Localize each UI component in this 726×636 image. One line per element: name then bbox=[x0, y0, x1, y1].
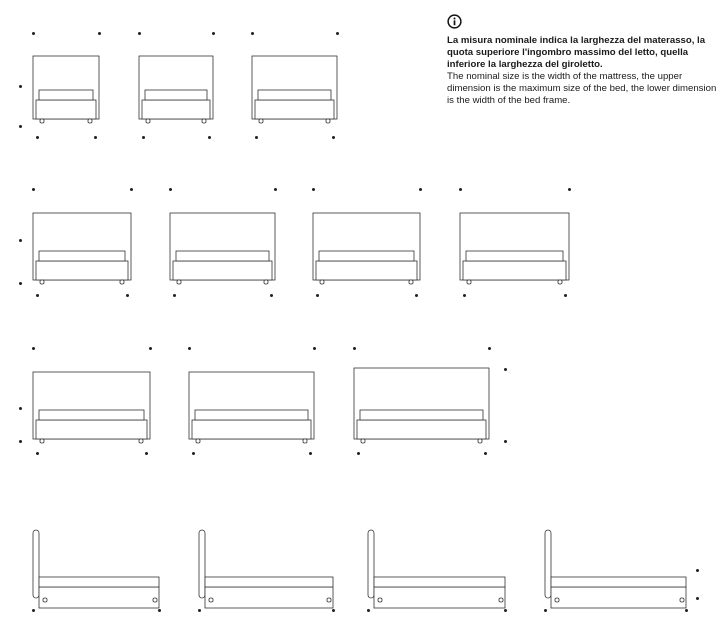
mattress-cushion bbox=[39, 410, 144, 420]
dimension-dot bbox=[309, 452, 312, 455]
dimension-dot bbox=[130, 188, 133, 191]
bed-120-drawing bbox=[252, 56, 337, 123]
dimension-dot bbox=[19, 407, 22, 410]
bed-wheel bbox=[139, 439, 143, 443]
bed-wheel bbox=[361, 439, 365, 443]
mattress-cushion bbox=[205, 577, 333, 587]
bed-q-drawing bbox=[313, 213, 420, 284]
bed-base bbox=[357, 420, 486, 439]
dimension-dot bbox=[463, 294, 466, 297]
bed-170-drawing bbox=[33, 372, 150, 443]
bed-140-drawing bbox=[33, 213, 131, 284]
dimension-dot bbox=[19, 125, 22, 128]
mattress-cushion bbox=[360, 410, 483, 420]
dimension-dot bbox=[696, 597, 699, 600]
bed-base bbox=[255, 100, 334, 119]
dimension-dot bbox=[415, 294, 418, 297]
dimension-dot bbox=[353, 347, 356, 350]
bed-wheel bbox=[209, 598, 213, 602]
dimension-dot bbox=[419, 188, 422, 191]
bed-wheel bbox=[467, 280, 471, 284]
dimension-dot bbox=[19, 440, 22, 443]
dimension-dot bbox=[36, 136, 39, 139]
bed-200-drawing bbox=[199, 530, 333, 608]
bed-base bbox=[205, 587, 333, 608]
bed-base bbox=[463, 261, 566, 280]
bed-wheel bbox=[378, 598, 382, 602]
dimension-dot bbox=[19, 85, 22, 88]
bed-base bbox=[374, 587, 505, 608]
info-text-english: The nominal size is the width of the mattress, the upper dimension is the maximum size of the bed, the lower dimension is the width of the bed frame. bbox=[447, 71, 717, 106]
dimension-dot bbox=[312, 188, 315, 191]
bed-wheel bbox=[40, 439, 44, 443]
headboard-side bbox=[545, 530, 551, 598]
bed-210-drawing bbox=[545, 530, 686, 608]
dimension-dot bbox=[367, 609, 370, 612]
dimension-dot bbox=[251, 32, 254, 35]
bed-wheel bbox=[120, 280, 124, 284]
mattress-cushion bbox=[39, 577, 159, 587]
info-icon bbox=[447, 14, 462, 29]
headboard-side bbox=[33, 530, 39, 598]
bed-qk-drawing bbox=[368, 530, 505, 608]
bed-wheel bbox=[264, 280, 268, 284]
bed-base bbox=[551, 587, 686, 608]
mattress-cushion bbox=[145, 90, 207, 100]
dimension-dot bbox=[94, 136, 97, 139]
bed-wheel bbox=[499, 598, 503, 602]
bed-wheel bbox=[259, 119, 263, 123]
bed-160-drawing bbox=[460, 213, 569, 284]
bed-wheel bbox=[478, 439, 482, 443]
bed-wheel bbox=[558, 280, 562, 284]
mattress-cushion bbox=[195, 410, 308, 420]
dimension-dot bbox=[332, 609, 335, 612]
dimension-dot bbox=[255, 136, 258, 139]
bed-180-drawing bbox=[189, 372, 314, 443]
dimension-dot bbox=[504, 440, 507, 443]
dimension-dot bbox=[208, 136, 211, 139]
bed-base bbox=[39, 587, 159, 608]
headboard-side bbox=[368, 530, 374, 598]
bed-t-drawing bbox=[139, 56, 213, 123]
bed-wheel bbox=[153, 598, 157, 602]
bed-150-drawing bbox=[170, 213, 275, 284]
mattress-cushion bbox=[176, 251, 269, 261]
dimension-dot bbox=[32, 347, 35, 350]
bed-wheel bbox=[303, 439, 307, 443]
dimension-dot bbox=[332, 136, 335, 139]
dimension-dot bbox=[192, 452, 195, 455]
info-text-italian: La misura nominale indica la larghezza del materasso, la quota superiore l'ingombro massimo del letto, quella inferiore la larghezza del giroletto. bbox=[447, 35, 706, 70]
dimension-dot bbox=[274, 188, 277, 191]
dimension-dot bbox=[568, 188, 571, 191]
dimension-dot bbox=[173, 294, 176, 297]
dimension-dot bbox=[126, 294, 129, 297]
bed-wheel bbox=[88, 119, 92, 123]
bed-wheel bbox=[146, 119, 150, 123]
dimension-dot bbox=[488, 347, 491, 350]
bed-90-drawing bbox=[33, 56, 99, 123]
dimension-dot bbox=[36, 452, 39, 455]
bed-wheel bbox=[327, 598, 331, 602]
bed-wheel bbox=[680, 598, 684, 602]
dimension-dot bbox=[316, 294, 319, 297]
bed-wheel bbox=[409, 280, 413, 284]
bed-wheel bbox=[326, 119, 330, 123]
bed-base bbox=[36, 261, 128, 280]
dimension-dot bbox=[270, 294, 273, 297]
dimension-dot bbox=[459, 188, 462, 191]
dimension-dot bbox=[169, 188, 172, 191]
mattress-cushion bbox=[258, 90, 331, 100]
bed-k-drawing bbox=[354, 368, 489, 443]
dimension-dot bbox=[32, 32, 35, 35]
dimension-dot bbox=[145, 452, 148, 455]
dimension-dot bbox=[685, 609, 688, 612]
dimension-dot bbox=[336, 32, 339, 35]
bed-base bbox=[192, 420, 311, 439]
dimension-dot bbox=[98, 32, 101, 35]
dimension-dot bbox=[544, 609, 547, 612]
mattress-cushion bbox=[551, 577, 686, 587]
dimension-dot bbox=[32, 188, 35, 191]
dimension-dot bbox=[313, 347, 316, 350]
dimension-dot bbox=[149, 347, 152, 350]
mattress-cushion bbox=[39, 251, 125, 261]
bed-190-drawing bbox=[33, 530, 159, 608]
bed-wheel bbox=[177, 280, 181, 284]
dimension-dot bbox=[158, 609, 161, 612]
dimension-dot bbox=[504, 609, 507, 612]
bed-wheel bbox=[320, 280, 324, 284]
bed-wheel bbox=[40, 119, 44, 123]
mattress-cushion bbox=[319, 251, 414, 261]
mattress-cushion bbox=[374, 577, 505, 587]
dimension-dot bbox=[484, 452, 487, 455]
dimension-dot bbox=[696, 569, 699, 572]
dimension-dot bbox=[142, 136, 145, 139]
dimension-dot bbox=[19, 239, 22, 242]
bed-wheel bbox=[40, 280, 44, 284]
dimension-dot bbox=[36, 294, 39, 297]
bed-wheel bbox=[555, 598, 559, 602]
bed-wheel bbox=[196, 439, 200, 443]
dimension-dot bbox=[212, 32, 215, 35]
mattress-cushion bbox=[466, 251, 563, 261]
dimension-dot bbox=[504, 368, 507, 371]
bed-base bbox=[173, 261, 272, 280]
bed-wheel bbox=[43, 598, 47, 602]
dimension-dot bbox=[198, 609, 201, 612]
dimension-dot bbox=[32, 609, 35, 612]
bed-wheel bbox=[202, 119, 206, 123]
dimension-dot bbox=[564, 294, 567, 297]
bed-base bbox=[316, 261, 417, 280]
headboard-side bbox=[199, 530, 205, 598]
bed-base bbox=[36, 100, 96, 119]
bed-base bbox=[36, 420, 147, 439]
dimension-dot bbox=[138, 32, 141, 35]
dimension-dot bbox=[188, 347, 191, 350]
bed-base bbox=[142, 100, 210, 119]
dimension-dot bbox=[19, 282, 22, 285]
mattress-cushion bbox=[39, 90, 93, 100]
dimension-dot bbox=[357, 452, 360, 455]
info-note bbox=[447, 14, 717, 107]
